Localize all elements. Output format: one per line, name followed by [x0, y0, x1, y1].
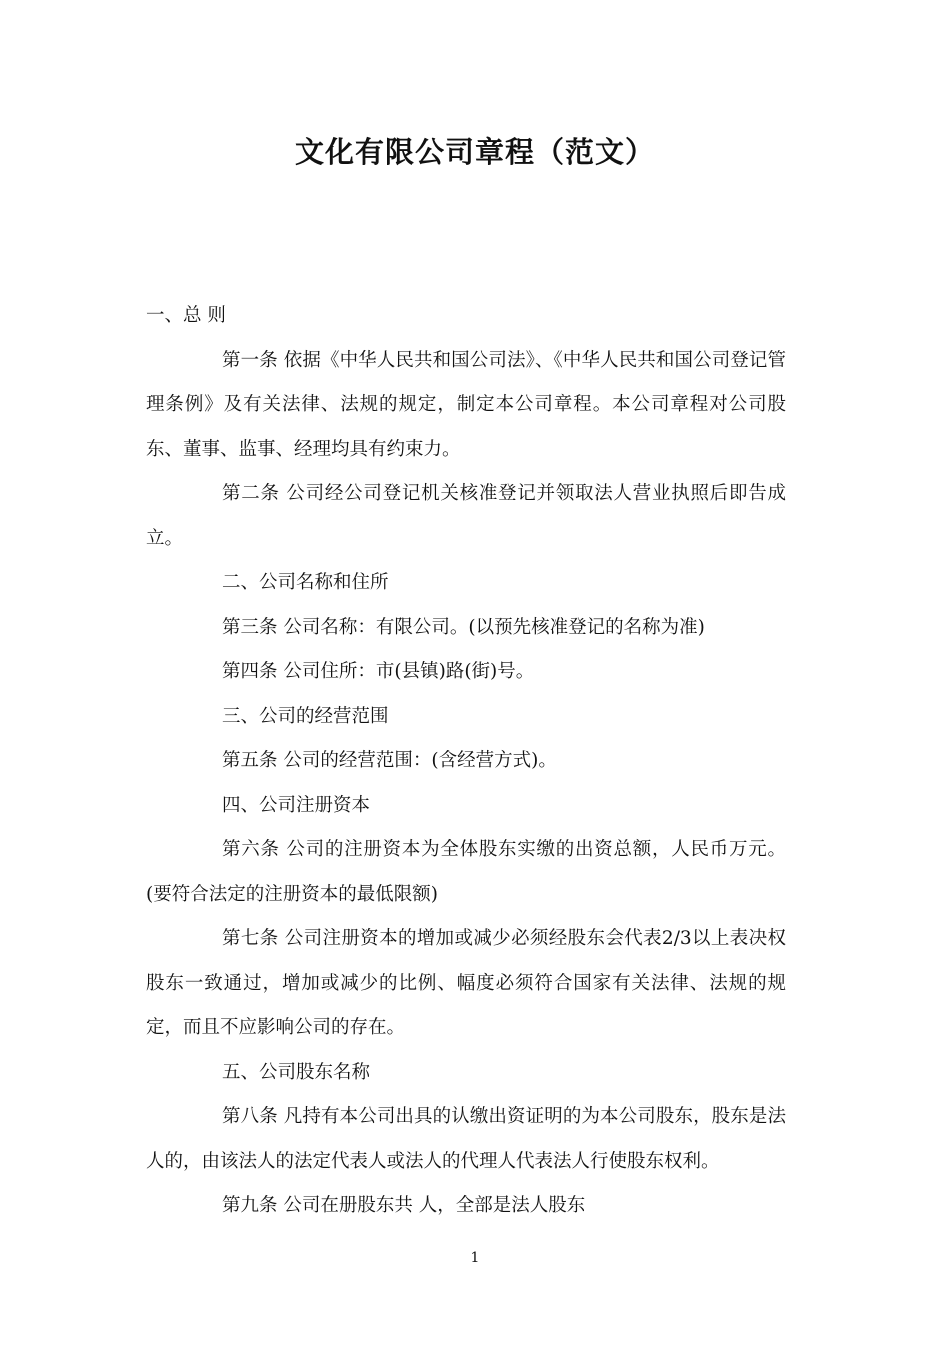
article-1: 第一条 依据《中华人民共和国公司法》、《中华人民共和国公司登记管理条例》及有关法律、法规的规定，制定本公司章程。本公司章程对公司股东、董事、监事、经理均具有约束力。 [146, 349, 786, 460]
article-5: 第五条 公司的经营范围：(含经营方式)。 [222, 750, 557, 771]
article-4: 第四条 公司住所：市(县镇)路(街)号。 [222, 661, 535, 682]
article-3: 第三条 公司名称：有限公司。(以预先核准登记的名称为准) [222, 616, 705, 638]
document-body [146, 294, 786, 1229]
article-9: 第九条 公司在册股东共 人，全部是法人股东 [222, 1195, 586, 1216]
section-heading-name-address: 二、公司名称和住所 [222, 572, 389, 593]
article-8: 第八条 凡持有本公司出具的认缴出资证明的为本公司股东，股东是法人的，由该法人的法定代表人或法人的代理人代表法人行使股东权利。 [146, 1106, 786, 1172]
article-6: 第六条 公司的注册资本为全体股东实缴的出资总额，人民币万元。(要符合法定的注册资本的最低限额) [146, 839, 786, 905]
article-2: 第二条 公司经公司登记机关核准登记并领取法人营业执照后即告成立。 [146, 483, 786, 549]
section-heading-general: 一、总 则 [146, 305, 226, 326]
document-title: 文化有限公司章程（范文） [294, 135, 655, 169]
section-heading-shareholders: 五、公司股东名称 [222, 1061, 371, 1083]
article-7: 第七条 公司注册资本的增加或减少必须经股东会代表2/3以上表决权股东一致通过，增加或减少的比例、幅度必须符合国家有关法律、法规的规定，而且不应影响公司的存在。 [146, 928, 786, 1038]
page-number: 1 [470, 1250, 480, 1266]
section-heading-registered-capital: 四、公司注册资本 [222, 794, 371, 816]
section-heading-business-scope: 三、公司的经营范围 [222, 705, 389, 727]
